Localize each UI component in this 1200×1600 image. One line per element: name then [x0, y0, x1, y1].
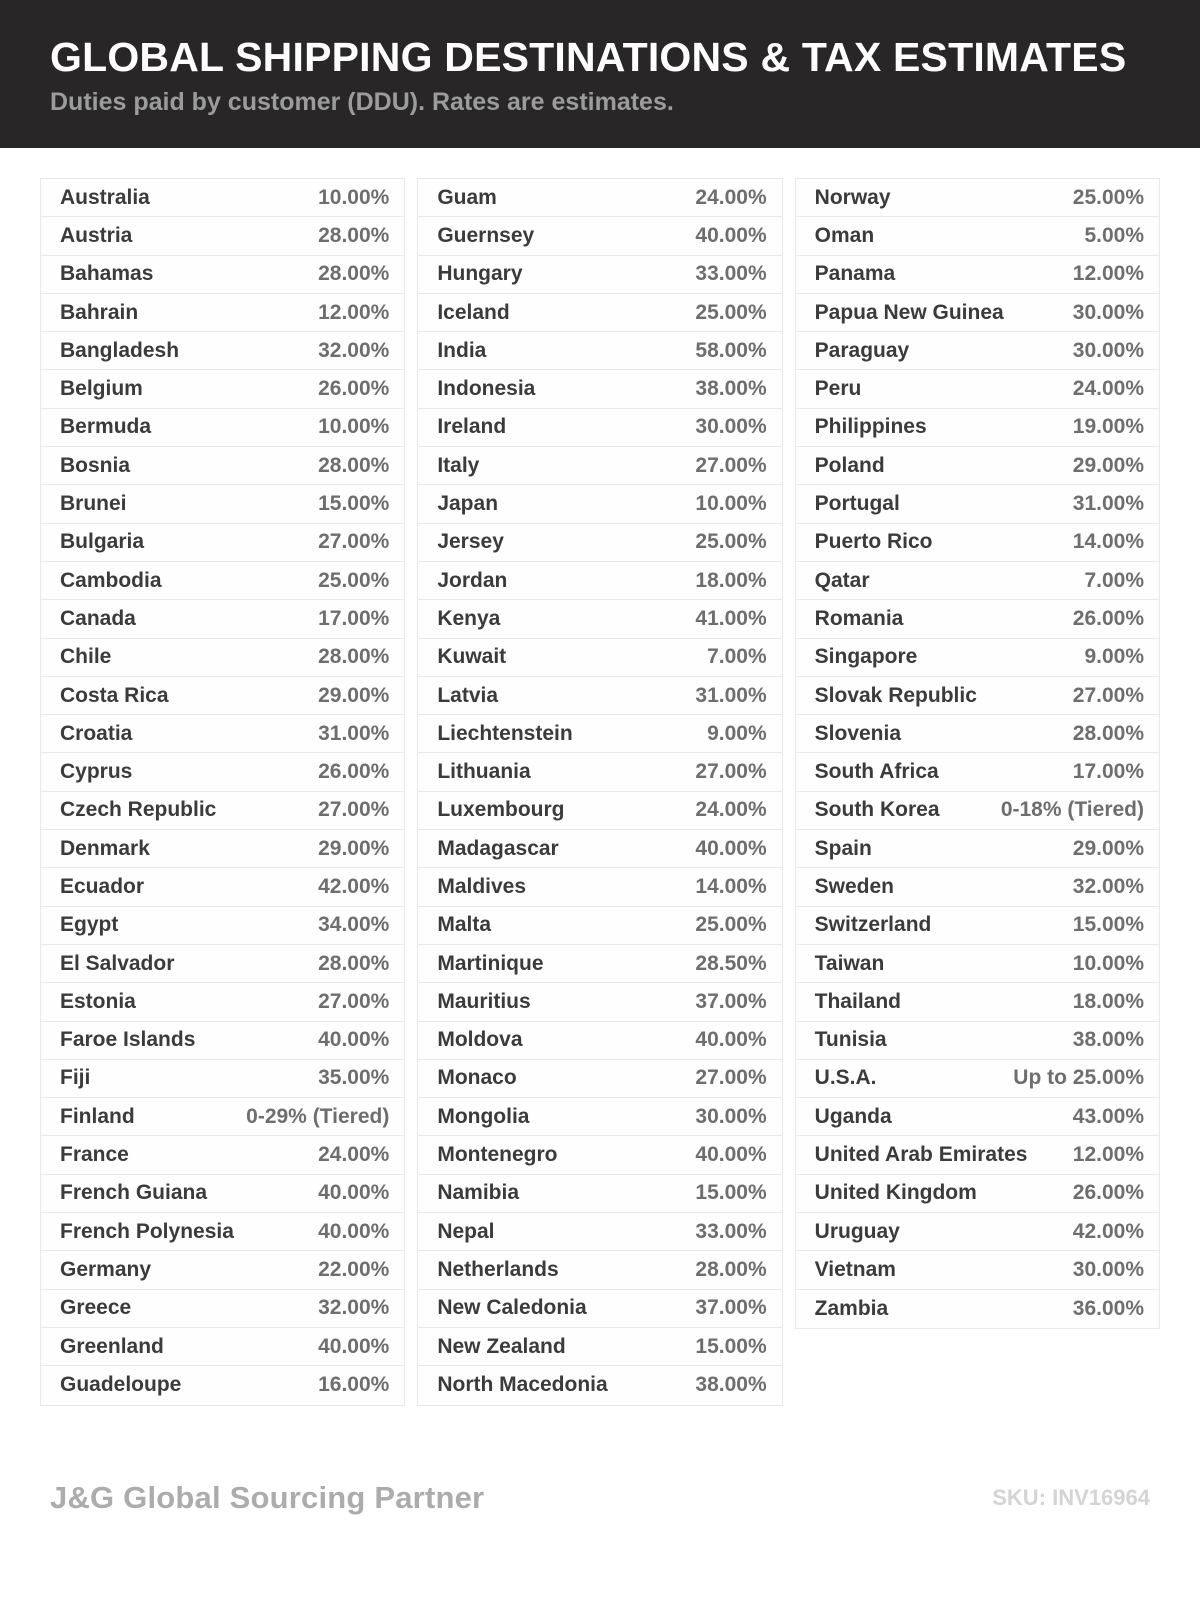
- tax-rate: 29.00%: [318, 683, 390, 707]
- country-name: New Zealand: [437, 1334, 566, 1358]
- tax-rate: 32.00%: [1072, 874, 1144, 898]
- table-row: [418, 1022, 781, 1060]
- table-row: [796, 983, 1159, 1021]
- table-row: [796, 409, 1159, 447]
- table-row: [796, 600, 1159, 638]
- tax-rate: 33.00%: [695, 262, 767, 286]
- tax-rate: 28.50%: [695, 951, 767, 975]
- tax-rate: 29.00%: [1072, 836, 1144, 860]
- table-row: [418, 792, 781, 830]
- country-name: Papua New Guinea: [814, 300, 1004, 324]
- country-name: Croatia: [60, 721, 133, 745]
- country-name: Greenland: [60, 1334, 164, 1358]
- country-name: Uganda: [814, 1104, 892, 1128]
- tax-rate: 19.00%: [1072, 415, 1144, 439]
- country-name: Liechtenstein: [437, 721, 573, 745]
- tax-rate: 25.00%: [1072, 185, 1144, 209]
- table-row: [41, 639, 404, 677]
- country-name: Malta: [437, 913, 492, 937]
- table-row: [796, 1136, 1159, 1174]
- country-name: Fiji: [60, 1066, 91, 1090]
- country-name: Germany: [60, 1257, 152, 1281]
- tax-rate: 43.00%: [1072, 1104, 1144, 1128]
- country-name: France: [60, 1143, 129, 1167]
- country-name: Madagascar: [437, 836, 559, 860]
- table-row: [41, 447, 404, 485]
- tax-rate: 41.00%: [695, 606, 767, 630]
- country-name: Slovak Republic: [814, 683, 977, 707]
- country-name: Thailand: [814, 989, 901, 1013]
- country-name: Luxembourg: [437, 798, 565, 822]
- table-row: [418, 945, 781, 983]
- country-name: Uruguay: [814, 1219, 900, 1243]
- table-row: [796, 868, 1159, 906]
- tax-rate: 28.00%: [318, 645, 390, 669]
- tax-rate: 38.00%: [695, 1373, 767, 1397]
- tax-rate: 42.00%: [318, 874, 390, 898]
- country-name: Kenya: [437, 606, 501, 630]
- table-row: [41, 945, 404, 983]
- tax-rate: 7.00%: [707, 645, 767, 669]
- page-title: GLOBAL SHIPPING DESTINATIONS & TAX ESTIMATES: [50, 34, 1127, 80]
- country-name: Sweden: [814, 874, 895, 898]
- tax-rate: 25.00%: [695, 300, 767, 324]
- country-name: Portugal: [814, 492, 900, 516]
- table-row: [796, 332, 1159, 370]
- table-row: [796, 217, 1159, 255]
- tax-rate: 31.00%: [695, 683, 767, 707]
- country-name: Monaco: [437, 1066, 517, 1090]
- tax-rate: 24.00%: [695, 185, 767, 209]
- tax-rate: 28.00%: [318, 951, 390, 975]
- country-name: Czech Republic: [60, 798, 217, 822]
- brand-name: J&G Global Sourcing Partner: [50, 1479, 485, 1515]
- rates-column-1: [40, 178, 405, 1406]
- table-row: [418, 677, 781, 715]
- tax-rate: 12.00%: [1072, 262, 1144, 286]
- country-name: Norway: [814, 185, 891, 209]
- country-name: Bangladesh: [60, 338, 180, 362]
- country-name: Italy: [437, 453, 480, 477]
- country-name: Bahrain: [60, 300, 139, 324]
- table-row: [418, 1213, 781, 1251]
- table-row: [418, 294, 781, 332]
- table-row: [41, 370, 404, 408]
- country-name: Qatar: [814, 568, 870, 592]
- tax-rate: 17.00%: [318, 606, 390, 630]
- country-name: Bulgaria: [60, 530, 145, 554]
- tax-rate: 33.00%: [695, 1219, 767, 1243]
- rates-column-2: [417, 178, 782, 1406]
- table-row: [41, 485, 404, 523]
- country-name: Netherlands: [437, 1257, 559, 1281]
- table-row: [41, 715, 404, 753]
- tax-rate: 24.00%: [1072, 377, 1144, 401]
- country-name: Guam: [437, 185, 497, 209]
- table-row: [418, 332, 781, 370]
- tax-rate: 17.00%: [1072, 760, 1144, 784]
- table-row: [41, 524, 404, 562]
- tax-rate: 10.00%: [695, 492, 767, 516]
- table-row: [41, 753, 404, 791]
- country-name: Spain: [814, 836, 872, 860]
- tax-rate: 30.00%: [695, 1104, 767, 1128]
- tax-rate: 30.00%: [1072, 300, 1144, 324]
- table-row: [796, 715, 1159, 753]
- tax-rate: 25.00%: [695, 913, 767, 937]
- table-row: [796, 485, 1159, 523]
- country-name: United Kingdom: [814, 1181, 977, 1205]
- tax-rate: 31.00%: [1072, 492, 1144, 516]
- tax-rate: 38.00%: [695, 377, 767, 401]
- country-name: Jordan: [437, 568, 508, 592]
- tax-rate: 15.00%: [1072, 913, 1144, 937]
- table-row: [41, 983, 404, 1021]
- country-name: Maldives: [437, 874, 527, 898]
- country-name: India: [437, 338, 487, 362]
- country-name: Romania: [814, 606, 904, 630]
- table-row: [41, 1022, 404, 1060]
- tax-rate: 40.00%: [695, 1143, 767, 1167]
- tax-rate: 26.00%: [1072, 606, 1144, 630]
- country-name: Greece: [60, 1296, 132, 1320]
- tax-rate: 28.00%: [1072, 721, 1144, 745]
- table-row: [796, 639, 1159, 677]
- country-name: United Arab Emirates: [814, 1143, 1028, 1167]
- country-name: Jersey: [437, 530, 504, 554]
- tax-rate: 32.00%: [318, 338, 390, 362]
- country-name: Tunisia: [814, 1028, 887, 1052]
- tax-rate: 40.00%: [695, 1028, 767, 1052]
- table-row: [41, 217, 404, 255]
- tax-rate: 29.00%: [318, 836, 390, 860]
- tax-rate: 28.00%: [318, 262, 390, 286]
- country-name: Bahamas: [60, 262, 154, 286]
- tax-rate: 40.00%: [695, 223, 767, 247]
- country-name: Moldova: [437, 1028, 523, 1052]
- country-name: Ireland: [437, 415, 507, 439]
- table-row: [418, 1328, 781, 1366]
- tax-rate: 30.00%: [695, 415, 767, 439]
- sku-label: SKU: INV16964: [992, 1484, 1150, 1510]
- tax-rate: 9.00%: [707, 721, 767, 745]
- tax-rate: 10.00%: [318, 185, 390, 209]
- table-row: [418, 983, 781, 1021]
- table-row: [796, 1060, 1159, 1098]
- tax-rate: 29.00%: [1072, 453, 1144, 477]
- tax-rate: 26.00%: [318, 377, 390, 401]
- country-name: Denmark: [60, 836, 150, 860]
- table-row: [41, 1136, 404, 1174]
- tax-rate: Up to 25.00%: [1013, 1066, 1144, 1090]
- table-row: [41, 1251, 404, 1289]
- country-name: French Guiana: [60, 1181, 208, 1205]
- table-row: [796, 447, 1159, 485]
- tax-rate: 0-18% (Tiered): [1000, 798, 1144, 822]
- table-row: [796, 1213, 1159, 1251]
- table-row: [418, 370, 781, 408]
- tax-rate: 10.00%: [318, 415, 390, 439]
- tax-rate: 30.00%: [1072, 1257, 1144, 1281]
- tax-rate: 35.00%: [318, 1066, 390, 1090]
- table-row: [796, 792, 1159, 830]
- tax-rate: 5.00%: [1084, 223, 1144, 247]
- tax-rate: 36.00%: [1072, 1296, 1144, 1320]
- tax-rate: 14.00%: [1072, 530, 1144, 554]
- tax-rate: 15.00%: [695, 1181, 767, 1205]
- table-row: [41, 830, 404, 868]
- country-name: Chile: [60, 645, 112, 669]
- page-footer: [50, 1480, 1150, 1516]
- table-row: [41, 1213, 404, 1251]
- country-name: Slovenia: [814, 721, 902, 745]
- table-row: [41, 600, 404, 638]
- country-name: Iceland: [437, 300, 510, 324]
- tax-rate: 10.00%: [1072, 951, 1144, 975]
- country-name: North Macedonia: [437, 1373, 608, 1397]
- tax-rate: 40.00%: [318, 1028, 390, 1052]
- table-row: [418, 753, 781, 791]
- table-row: [418, 447, 781, 485]
- table-row: [418, 830, 781, 868]
- country-name: Canada: [60, 606, 136, 630]
- table-row: [796, 1290, 1159, 1328]
- tax-rate: 28.00%: [318, 453, 390, 477]
- table-row: [796, 830, 1159, 868]
- country-name: Oman: [814, 223, 875, 247]
- country-name: Namibia: [437, 1181, 520, 1205]
- table-row: [418, 1251, 781, 1289]
- table-row: [796, 1098, 1159, 1136]
- tax-rate: 12.00%: [1072, 1143, 1144, 1167]
- country-name: South Africa: [814, 760, 939, 784]
- tax-rate: 24.00%: [318, 1143, 390, 1167]
- table-row: [41, 907, 404, 945]
- tax-rate: 27.00%: [695, 453, 767, 477]
- table-row: [41, 179, 404, 217]
- country-name: Switzerland: [814, 913, 932, 937]
- tax-rate: 27.00%: [695, 760, 767, 784]
- table-row: [418, 1366, 781, 1404]
- country-name: Martinique: [437, 951, 544, 975]
- country-name: Vietnam: [814, 1257, 896, 1281]
- country-name: Brunei: [60, 492, 127, 516]
- table-row: [796, 562, 1159, 600]
- table-row: [418, 868, 781, 906]
- country-name: Cyprus: [60, 760, 133, 784]
- table-row: [796, 294, 1159, 332]
- country-name: Puerto Rico: [814, 530, 933, 554]
- country-name: Panama: [814, 262, 896, 286]
- tax-rate: 37.00%: [695, 1296, 767, 1320]
- tax-rate: 15.00%: [695, 1334, 767, 1358]
- table-row: [41, 562, 404, 600]
- tax-rate: 27.00%: [318, 989, 390, 1013]
- table-row: [418, 600, 781, 638]
- table-row: [418, 1098, 781, 1136]
- tax-rate: 40.00%: [318, 1181, 390, 1205]
- tax-rate: 25.00%: [695, 530, 767, 554]
- tax-rate: 38.00%: [1072, 1028, 1144, 1052]
- tax-rate: 7.00%: [1084, 568, 1144, 592]
- tax-rate: 27.00%: [1072, 683, 1144, 707]
- tax-rate: 40.00%: [318, 1334, 390, 1358]
- rates-table: [40, 178, 1160, 1406]
- table-row: [418, 217, 781, 255]
- tax-rate: 14.00%: [695, 874, 767, 898]
- country-name: Peru: [814, 377, 862, 401]
- country-name: Montenegro: [437, 1143, 558, 1167]
- country-name: Kuwait: [437, 645, 507, 669]
- country-name: Finland: [60, 1104, 135, 1128]
- table-row: [796, 1251, 1159, 1289]
- country-name: Mongolia: [437, 1104, 530, 1128]
- table-row: [418, 524, 781, 562]
- country-name: Australia: [60, 185, 150, 209]
- table-row: [41, 409, 404, 447]
- country-name: Egypt: [60, 913, 119, 937]
- country-name: Poland: [814, 453, 885, 477]
- country-name: Bermuda: [60, 415, 152, 439]
- table-row: [418, 409, 781, 447]
- table-row: [418, 562, 781, 600]
- table-row: [418, 179, 781, 217]
- table-row: [418, 1060, 781, 1098]
- table-row: [796, 256, 1159, 294]
- tax-rate: 0-29% (Tiered): [246, 1104, 390, 1128]
- country-name: U.S.A.: [814, 1066, 877, 1090]
- country-name: Cambodia: [60, 568, 162, 592]
- country-name: Faroe Islands: [60, 1028, 196, 1052]
- table-row: [41, 1060, 404, 1098]
- rates-column-3: [795, 178, 1160, 1329]
- country-name: Belgium: [60, 377, 143, 401]
- table-row: [41, 1328, 404, 1366]
- tax-rate: 37.00%: [695, 989, 767, 1013]
- table-row: [796, 370, 1159, 408]
- tax-rate: 32.00%: [318, 1296, 390, 1320]
- country-name: Costa Rica: [60, 683, 169, 707]
- country-name: Latvia: [437, 683, 499, 707]
- tax-rate: 9.00%: [1084, 645, 1144, 669]
- tax-rate: 12.00%: [318, 300, 390, 324]
- country-name: French Polynesia: [60, 1219, 234, 1243]
- tax-rate: 28.00%: [318, 223, 390, 247]
- tax-rate: 26.00%: [1072, 1181, 1144, 1205]
- country-name: Singapore: [814, 645, 918, 669]
- country-name: Philippines: [814, 415, 927, 439]
- table-row: [41, 294, 404, 332]
- tax-rate: 40.00%: [318, 1219, 390, 1243]
- table-row: [41, 256, 404, 294]
- table-row: [41, 1366, 404, 1404]
- tax-rate: 27.00%: [318, 798, 390, 822]
- country-name: Estonia: [60, 989, 136, 1013]
- tax-rate: 40.00%: [695, 836, 767, 860]
- table-row: [796, 677, 1159, 715]
- tax-rate: 15.00%: [318, 492, 390, 516]
- tax-rate: 30.00%: [1072, 338, 1144, 362]
- table-row: [41, 332, 404, 370]
- tax-rate: 58.00%: [695, 338, 767, 362]
- tax-rate: 18.00%: [695, 568, 767, 592]
- tax-rate: 31.00%: [318, 721, 390, 745]
- tax-rate: 26.00%: [318, 760, 390, 784]
- tax-rate: 28.00%: [695, 1257, 767, 1281]
- table-row: [418, 485, 781, 523]
- country-name: Lithuania: [437, 760, 531, 784]
- country-name: Guernsey: [437, 223, 535, 247]
- country-name: Japan: [437, 492, 499, 516]
- country-name: Guadeloupe: [60, 1373, 182, 1397]
- table-row: [41, 1175, 404, 1213]
- country-name: Hungary: [437, 262, 523, 286]
- table-row: [796, 1175, 1159, 1213]
- country-name: Bosnia: [60, 453, 131, 477]
- table-row: [796, 524, 1159, 562]
- country-name: Nepal: [437, 1219, 495, 1243]
- table-row: [796, 1022, 1159, 1060]
- country-name: Austria: [60, 223, 133, 247]
- table-row: [796, 907, 1159, 945]
- country-name: Indonesia: [437, 377, 536, 401]
- tax-rate: 42.00%: [1072, 1219, 1144, 1243]
- table-row: [796, 945, 1159, 983]
- country-name: El Salvador: [60, 951, 175, 975]
- table-row: [418, 256, 781, 294]
- table-row: [796, 179, 1159, 217]
- table-row: [41, 1098, 404, 1136]
- country-name: New Caledonia: [437, 1296, 587, 1320]
- tax-rate: 34.00%: [318, 913, 390, 937]
- country-name: Taiwan: [814, 951, 885, 975]
- page-header: [0, 0, 1200, 148]
- table-row: [418, 1290, 781, 1328]
- tax-rate: 16.00%: [318, 1373, 390, 1397]
- tax-rate: 25.00%: [318, 568, 390, 592]
- country-name: Zambia: [814, 1296, 889, 1320]
- table-row: [418, 639, 781, 677]
- table-row: [418, 1136, 781, 1174]
- table-row: [41, 868, 404, 906]
- tax-rate: 18.00%: [1072, 989, 1144, 1013]
- table-row: [41, 1290, 404, 1328]
- table-row: [41, 677, 404, 715]
- table-row: [418, 1175, 781, 1213]
- tax-rate: 22.00%: [318, 1257, 390, 1281]
- tax-rate: 27.00%: [695, 1066, 767, 1090]
- tax-rate: 24.00%: [695, 798, 767, 822]
- country-name: South Korea: [814, 798, 940, 822]
- table-row: [418, 715, 781, 753]
- country-name: Ecuador: [60, 874, 145, 898]
- table-row: [796, 753, 1159, 791]
- tax-rate: 27.00%: [318, 530, 390, 554]
- page-subtitle: Duties paid by customer (DDU). Rates are estimates.: [50, 88, 674, 117]
- country-name: Paraguay: [814, 338, 910, 362]
- table-row: [418, 907, 781, 945]
- table-row: [41, 792, 404, 830]
- country-name: Mauritius: [437, 989, 531, 1013]
